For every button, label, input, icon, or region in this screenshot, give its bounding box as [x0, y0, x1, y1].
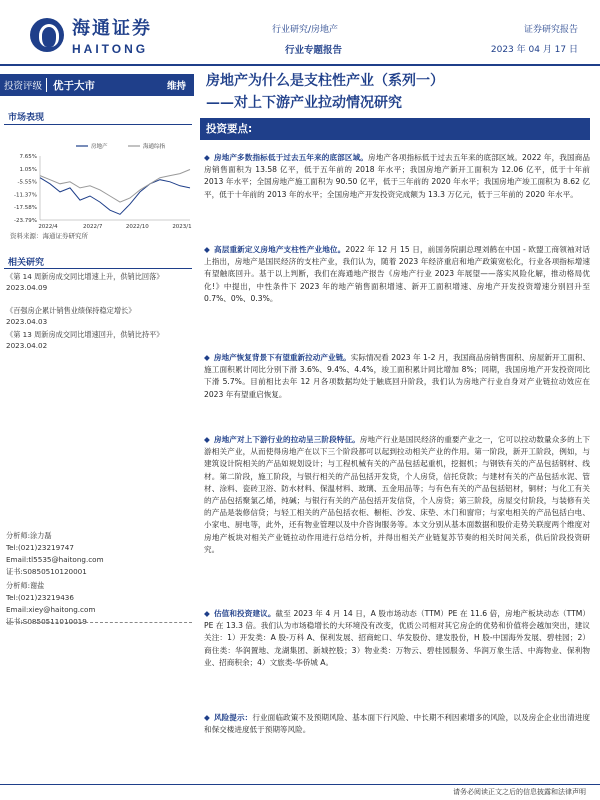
bullet-icon: ◆: [204, 713, 210, 722]
y-tick-label: -23.79%: [14, 218, 37, 224]
logo-cn: 海通证券: [72, 18, 152, 39]
market-heading: 市场表现: [8, 113, 45, 123]
related-item-date: 2023.04.03: [6, 317, 48, 326]
keypoint-body: 行业面临政策不及预期风险、基本面下行风险、中长期不利因素增多的风险，以及房企企业出清进度和保交楼进度低于预期等风险。: [204, 713, 591, 735]
report-type: 行业专题报告: [285, 45, 343, 56]
keypoint-body: 2022 年 12 月 15 日，前国务院副总理刘鹤在中国 - 欧盟工商领袖对话上指出，房地产是国民经济的支柱产业，我们认为，随着 2023 年经济重启和地产政策宽松化，行业各项指标增速有望触底回升。基于以上判断，我们在海通地产报告《房地产行业 2023 年展望——落实风险化解，推动格局优化!》中提出，中性条件下 2023 年的地产销售面积增速、新开工面积增速、房地产开发投资增速分别回升至 0.7%、0%、0.3%。: [204, 245, 590, 303]
rating-action: 维持: [166, 81, 186, 92]
analyst-name: 分析师:谢盐: [6, 581, 45, 590]
legend-label: 海通综指: [143, 144, 166, 150]
related-item[interactable]: [6, 305, 192, 327]
analyst-email[interactable]: Email:tl5535@haitong.com: [6, 555, 104, 564]
bullet-icon: ◆: [204, 153, 210, 162]
report-header: [0, 0, 600, 66]
analyst-block: [6, 530, 104, 578]
y-tick-label: -11.37%: [14, 192, 37, 199]
analyst-cert: 证书:S0850511010019: [6, 617, 87, 626]
header-divider: [0, 64, 600, 66]
keypoint-paragraph: [204, 152, 590, 201]
related-item[interactable]: [6, 271, 192, 293]
legend-label: 房地产: [91, 144, 108, 150]
report-date: 2023 年 04 月 17 日: [490, 45, 578, 55]
logo-en: HAITONG: [72, 42, 149, 56]
rating-separator: [46, 78, 47, 92]
x-tick-label: 2022/4: [38, 224, 58, 230]
market-heading-line: [4, 124, 192, 125]
report-category: 行业研究/房地产: [272, 25, 339, 35]
y-tick-label: 7.65%: [19, 154, 37, 160]
bullet-icon: ◆: [204, 609, 210, 618]
x-tick-label: 2022/10: [125, 224, 149, 230]
footer-disclaimer: 请务必阅读正文之后的信息披露和法律声明: [453, 788, 586, 796]
keypoint-head: 房地产多数指标低于过去五年来的底部区域。: [213, 153, 368, 162]
keypoint-body: 房地产各项指标低于过去五年来的底部区域。2022 年，我国商品房销售面积为 13.58 亿平，低于五年前的 2018 年水平；我国房地产新开工面积为 12.06 亿平，低于十年前 2013 年水平；全国房地产施工面积为 90.50 亿平，低于三年前的 2020 年水平；我国房地产竣工面积为 8.62 亿平，低于十年前的 2013 年的水平；全国房地产开发投资完成额为 13.3 万亿元，低于三年前的 2020 年水平。: [204, 153, 590, 199]
keypoint-body: 实际情况看 2023 年 1-2 月，我国商品房销售面积、房屋新开工面积、施工面积累计同比分别下滑 3.6%、9.4%、4.4%，竣工面积累计同比增加 8%；同期，我国房地产开发投资同比下滑 5.7%。目前相比去年 12 月各项数据均处于触底回升阶段，我们认为房地产行业自身对产业链拉动效应在 2023 年有望重启恢复。: [204, 353, 591, 399]
bullet-icon: ◆: [204, 435, 210, 444]
market-performance-chart: [6, 140, 194, 236]
keypoint-paragraph: [204, 608, 590, 669]
footer-divider: [0, 784, 600, 785]
keypoint-paragraph: [204, 712, 590, 736]
analyst-tel: Tel:(021)23219436: [6, 593, 74, 602]
keypoints-heading: 投资要点:: [200, 118, 590, 140]
report-title: 房地产为什么是支柱性产业（系列一）: [206, 73, 444, 89]
bullet-icon: ◆: [204, 245, 210, 254]
related-item-title[interactable]: 《第 13 周新房成交同比增速回升，供销比持平》: [6, 330, 164, 339]
related-item-title[interactable]: 《百强房企累计销售业绩保持稳定增长》: [6, 306, 136, 315]
analyst-divider: [6, 622, 192, 623]
report-label: 证券研究报告: [523, 25, 578, 35]
analyst-name: 分析师:涂力磊: [6, 531, 52, 540]
analyst-email[interactable]: Email:xiey@haitong.com: [6, 605, 96, 614]
analyst-cert: 证书:S0850510120001: [6, 567, 87, 576]
keypoint-head: 估值和投资建议。: [213, 609, 276, 618]
haitong-logo: [30, 14, 152, 56]
y-tick-label: -17.58%: [14, 205, 37, 212]
keypoint-head: 高层重新定义房地产支柱性产业地位。: [213, 245, 346, 254]
related-item-date: 2023.04.02: [6, 341, 48, 350]
analyst-tel: Tel:(021)23219747: [6, 543, 74, 552]
related-heading: 相关研究: [8, 258, 45, 268]
analyst-block: [6, 580, 95, 628]
keypoint-paragraph: [204, 434, 590, 556]
keypoint-body: 截至 2023 年 4 月 14 日，A 股市场动态（TTM）PE 在 11.6 倍，房地产板块动态（TTM）PE 在 13.3 倍。我们认为市场稳增长的大环境没有改变，优质公司相对其它房企的优势和价值将会越加突出，建议关注：1）开发类：A 股-万科 A、保利发展、招商蛇口、华发股份、建发股份，H 股-中国海外发展、碧桂园；2）商住类：华润置地、龙湖集团、新城控股；3）物业类：万物云、碧桂园服务、华润万象生活、中海物业、保利物业、招商积余；4）文旅类-华侨城 A。: [204, 609, 591, 667]
chart-source: 资料来源：海通证券研究所: [10, 232, 88, 240]
related-item-date: 2023.04.09: [6, 283, 48, 292]
keypoint-head: 风险提示：: [213, 713, 253, 722]
keypoint-paragraph: [204, 244, 590, 305]
haitong-logo-icon: [30, 18, 64, 52]
rating-value: 优于大市: [53, 79, 96, 92]
bullet-icon: ◆: [204, 353, 210, 362]
x-tick-label: 2023/1: [172, 224, 192, 230]
series-line: [40, 170, 190, 203]
keypoint-head: 房地产对上下游行业的拉动呈三阶段特征。: [213, 435, 360, 444]
related-item-title[interactable]: 《第 14 周新房成交同比增速上升，供销比回落》: [6, 272, 164, 281]
rating-label: 投资评级: [4, 81, 43, 92]
x-tick-label: 2022/7: [82, 224, 103, 230]
y-tick-label: 1.05%: [19, 166, 37, 173]
related-heading-line: [4, 268, 192, 269]
keypoint-paragraph: [204, 352, 590, 401]
investment-rating-bar: [0, 74, 194, 96]
keypoint-body: 房地产行业是国民经济的重要产业之一，它可以拉动数量众多的上下游相关产业，从而使得房地产在以下三个阶段都可以起到拉动相关产业的作用。第一阶段，新开工阶段，例如，与建筑设计院相关的产品如规划设计；与工程机械有关的产品包括起重机，挖掘机；与钢铁有关的产品包括钢材、线材。第二阶段，施工阶段，与银行相关的产品包括开发贷，个人房贷，信托贷款；与建材有关的产品包括水泥、管材、涂料、瓷砖卫浴、防水材料、保温材料、玻璃、五金用品等；与有色有关的产品包括铝材，铜材；与化工有关的产品包括聚氯乙烯，纯碱；与银行有关的产品包括开发信贷，个人房贷；第三阶段，房屋交付阶段，与装修有关的产品是装修信贷；与轻工相关的产品包括衣柜、橱柜、沙发、床垫、木门和窗帘；与家电相关的产品包括白电、小家电、厨电等，此外，还有物业管理以及中介咨询服务等。本文分别从基本面数据和股价走势关联度两个维度对房地产板块对相关产业链拉动作用进行总结分析，并得出相关产业链复苏节奏的相关时间关系，供后阶段投资研究。: [204, 435, 591, 554]
keypoint-head: 房地产恢复背景下有望重新拉动产业链。: [213, 353, 351, 362]
y-tick-label: -5.55%: [17, 179, 37, 186]
related-item[interactable]: [6, 329, 192, 351]
report-subtitle: ——对上下游产业拉动情况研究: [206, 95, 402, 111]
